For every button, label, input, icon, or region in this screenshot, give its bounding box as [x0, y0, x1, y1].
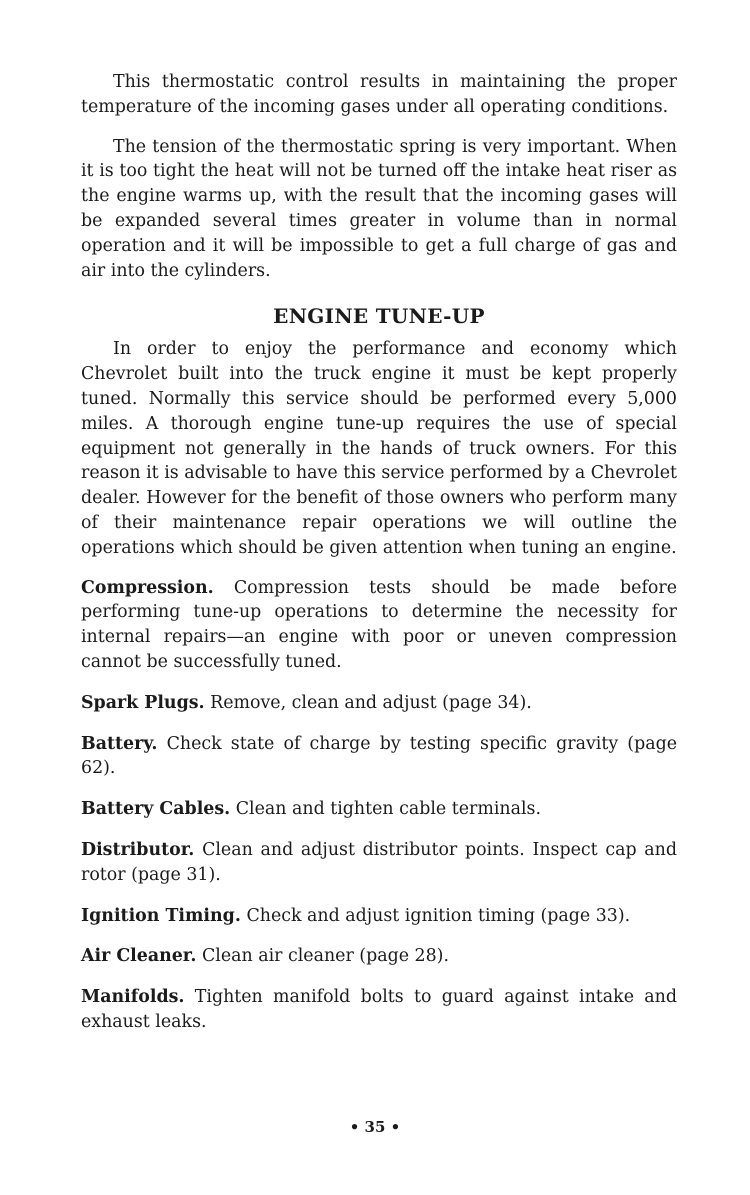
- item-spark-plugs: [81, 691, 677, 716]
- document-page: [81, 70, 677, 1051]
- item-term: Distributor.: [81, 839, 195, 860]
- item-text: Tighten manifold bolts to guard against intake and exhaust leaks.: [81, 987, 677, 1032]
- item-text: Clean and tighten cable terminals.: [235, 799, 541, 820]
- item-text: Clean and adjust distributor points. Inspect cap and rotor (page 31).: [81, 839, 677, 885]
- item-text: Compression tests should be made before performing tune-up operations to determine the necessity for internal repairs—an engine with poor or uneven compression cannot be successfully tuned.: [81, 577, 677, 672]
- item-manifolds: [81, 985, 677, 1035]
- item-term: Air Cleaner.: [81, 946, 197, 967]
- item-battery: [81, 732, 677, 782]
- item-text: Check state of charge by testing specific gravity (page 62).: [81, 733, 677, 779]
- section-intro-paragraph: In order to enjoy the performance and economy which Chevrolet built into the truck engine it must be kept properly tuned. Normally this service should be performed every 5,000 miles. A thorough engine tune-up requires the use of special equipment not generally in the hands of truck owners. For this reason it is advisable to have this service performed by a Chevrolet dealer. However for the benefit of those owners who perform many of their maintenance repair operations we will outline the operations which should be given attention when tuning an engine.: [81, 339, 677, 558]
- intro-paragraph-spring-tension: The tension of the thermostatic spring is very important. When it is too tight the heat will not be turned off the intake heat riser as the engine warms up, with the result that the incoming gases will be expanded several times greater in volume than in normal operation and it will be impossible to get a full charge of gas and air into the cylinders.: [81, 136, 677, 281]
- item-compression: [81, 576, 677, 675]
- item-ignition-timing: [81, 904, 677, 929]
- item-term: Spark Plugs.: [81, 692, 205, 713]
- item-term: Compression.: [81, 577, 214, 598]
- item-term: Manifolds.: [81, 987, 185, 1008]
- page-number: • 35 •: [349, 1118, 401, 1136]
- intro-paragraph-thermostatic-control: This thermostatic control results in maintaining the proper temperature of the incoming gases under all operating conditions.: [81, 72, 677, 117]
- section-heading: ENGINE TUNE-UP: [273, 304, 485, 329]
- item-term: Ignition Timing.: [81, 905, 241, 926]
- item-distributor: [81, 838, 677, 888]
- item-term: Battery Cables.: [81, 799, 231, 820]
- item-battery-cables: [81, 797, 677, 822]
- item-text: Remove, clean and adjust (page 34).: [210, 692, 532, 713]
- item-text: Clean air cleaner (page 28).: [201, 946, 449, 967]
- item-term: Battery.: [81, 733, 158, 754]
- item-text: Check and adjust ignition timing (page 33).: [246, 905, 631, 926]
- item-air-cleaner: [81, 944, 677, 969]
